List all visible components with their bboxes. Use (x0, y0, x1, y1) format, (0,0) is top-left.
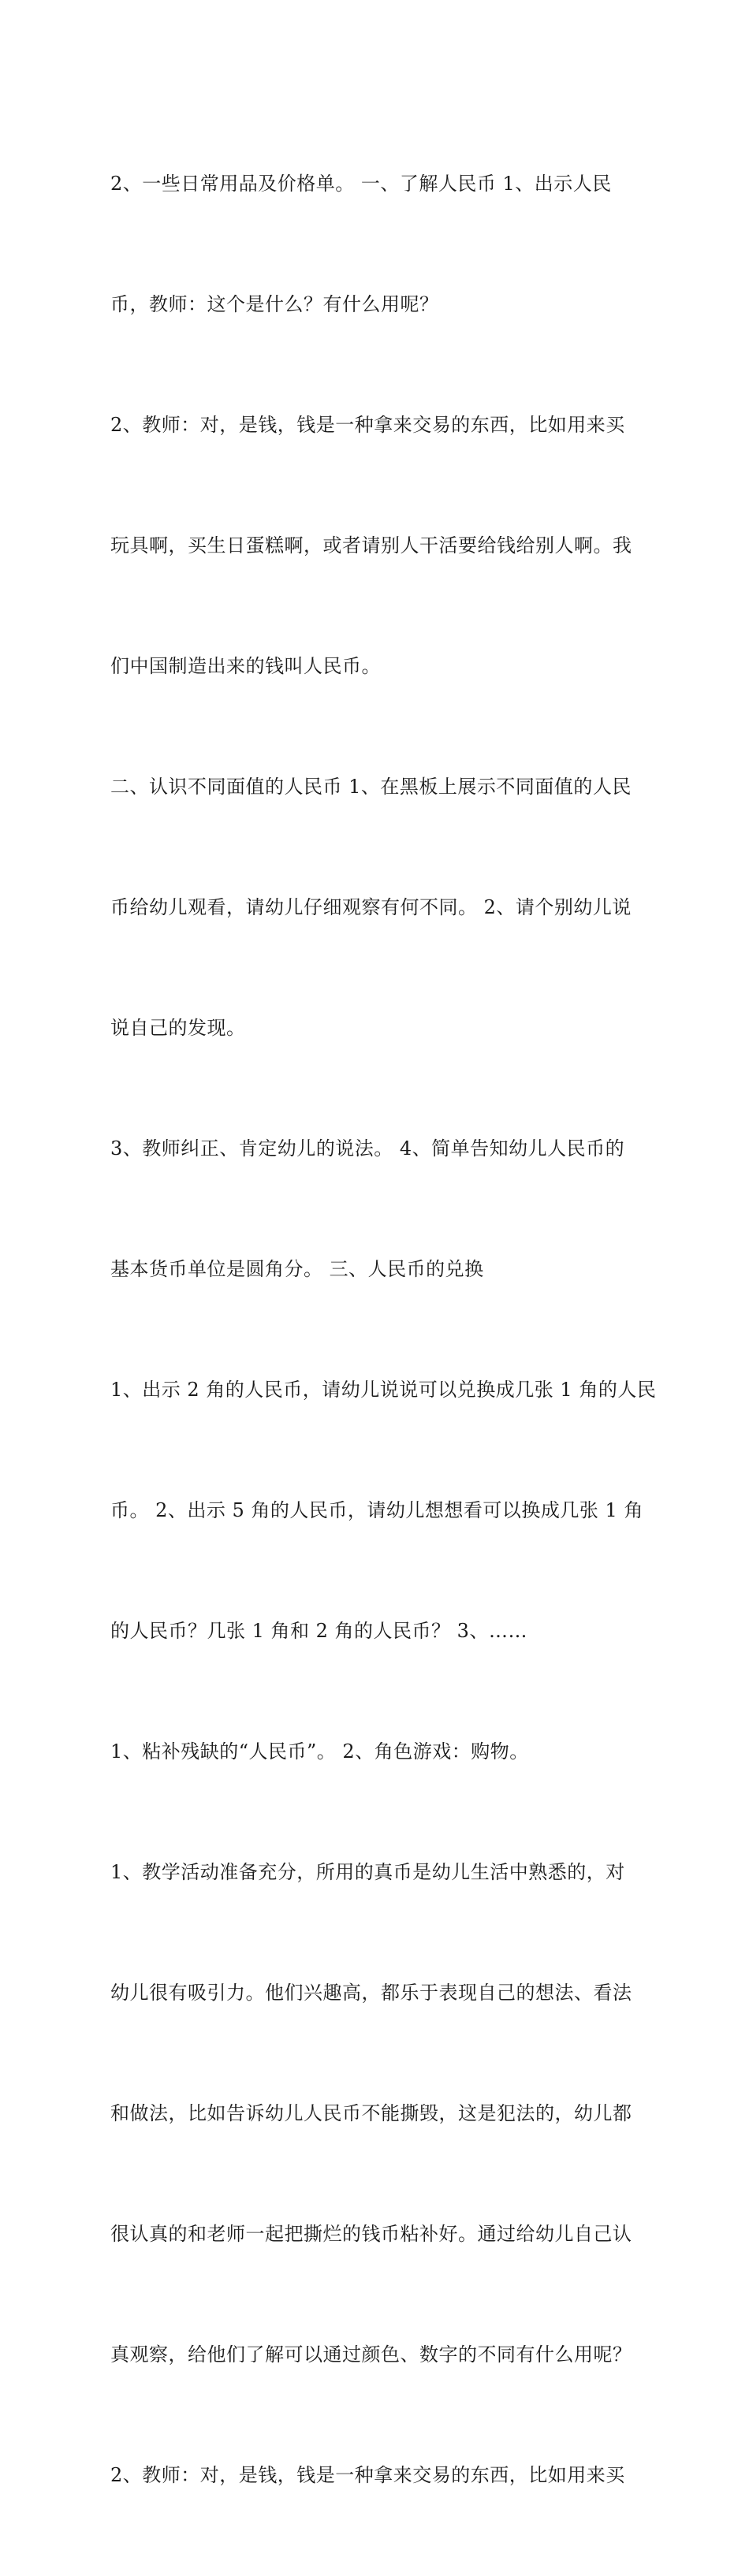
text-line: 幼儿很有吸引力。他们兴趣高，都乐于表现自己的想法、看法 (110, 1982, 632, 2004)
text-line: 1、教学活动准备充分，所用的真币是幼儿生活中熟悉的，对 (110, 1861, 625, 1883)
text-line: 2、一些日常用品及价格单。 一、了解人民币 1、出示人民 (110, 173, 612, 195)
text-line: 3、教师纠正、肯定幼儿的说法。 4、简单告知幼儿人民币的 (110, 1137, 625, 1160)
text-line: 基本货币单位是圆角分。 三、人民币的兑换 (110, 1258, 484, 1280)
document-body (110, 84, 657, 2576)
text-line: 币给幼儿观看，请幼儿仔细观察有何不同。 2、请个别幼儿说 (110, 896, 632, 918)
text-line: 币。 2、出示 5 角的人民币，请幼儿想想看可以换成几张 1 角 (110, 1499, 643, 1521)
text-line: 币，教师：这个是什么？有什么用呢？ (110, 293, 439, 315)
text-line: 1、出示 2 角的人民币，请幼儿说说可以兑换成几张 1 角的人民 (110, 1379, 657, 1401)
text-line: 玩具啊，买生日蛋糕啊，或者请别人干活要给钱给别人啊。我 (110, 534, 632, 557)
text-line: 二、认识不同面值的人民币 1、在黑板上展示不同面值的人民 (110, 776, 632, 798)
text-line: 很认真的和老师一起把撕烂的钱币粘补好。通过给幼儿自己认 (110, 2223, 632, 2245)
text-line: 2、教师：对，是钱，钱是一种拿来交易的东西，比如用来买 (110, 414, 625, 436)
text-line: 2、教师：对，是钱，钱是一种拿来交易的东西，比如用来买 (110, 2464, 625, 2486)
text-line: 说自己的发现。 (110, 1017, 246, 1039)
text-line: 们中国制造出来的钱叫人民币。 (110, 655, 381, 677)
text-block (110, 84, 657, 2576)
text-line: 真观察，给他们了解可以通过颜色、数字的不同有什么用呢？ (110, 2343, 632, 2366)
text-line: 的人民币？几张 1 角和 2 角的人民币？ 3、…… (110, 1620, 527, 1642)
text-line: 1、粘补残缺的“人民币”。 2、角色游戏：购物。 (110, 1740, 529, 1763)
text-line: 和做法，比如告诉幼儿人民币不能撕毁，这是犯法的，幼儿都 (110, 2102, 632, 2124)
